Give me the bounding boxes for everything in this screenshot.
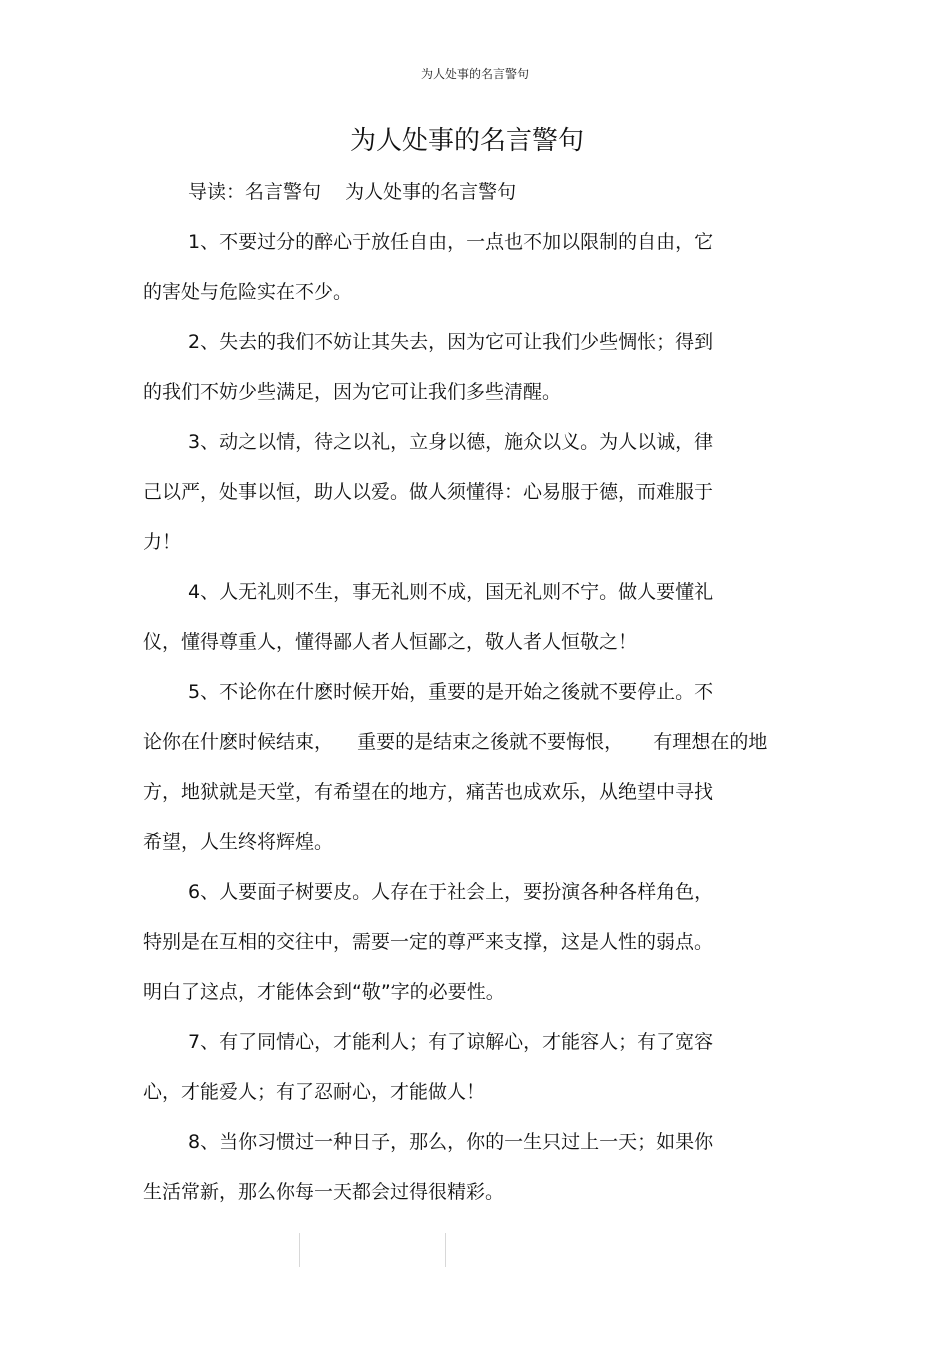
text-line: 希望，人生终将辉煌。 bbox=[143, 831, 334, 853]
text-line: 8、当你习惯过一种日子，那么，你的一生只过上一天；如果你 bbox=[188, 1131, 714, 1153]
text-line: 论你在什麽时候结束， 重要的是结束之後就不要悔恨， 有理想在的地 bbox=[143, 731, 768, 753]
text-line: 的我们不妨少些满足，因为它可让我们多些清醒。 bbox=[143, 381, 562, 403]
text-line: 生活常新，那么你每一天都会过得很精彩。 bbox=[143, 1181, 505, 1203]
text-line: 的害处与危险实在不少。 bbox=[143, 281, 353, 303]
text-line: 3、动之以情，待之以礼，立身以德，施众以义。为人以诚，律 bbox=[188, 431, 714, 453]
text-line: 4、人无礼则不生，事无礼则不成，国无礼则不宁。做人要懂礼 bbox=[188, 581, 714, 603]
text-line: 方，地狱就是天堂，有希望在的地方，痛苦也成欢乐，从绝望中寻找 bbox=[143, 781, 714, 803]
text-line: 仪，懂得尊重人，懂得鄙人者人恒鄙之，敬人者人恒敬之！ bbox=[143, 631, 638, 653]
text-line: 心，才能爱人；有了忍耐心，才能做人！ bbox=[143, 1081, 486, 1103]
text-line: 明白了这点，才能体会到“敬”字的必要性。 bbox=[143, 981, 505, 1003]
text-line: 7、有了同情心，才能利人；有了谅解心，才能容人；有了宽容 bbox=[188, 1031, 714, 1053]
text-line: 特别是在互相的交往中，需要一定的尊严来支撑，这是人性的弱点。 bbox=[143, 931, 714, 953]
text-line: 6、人要面子树要皮。人存在于社会上，要扮演各种各样角色， bbox=[188, 881, 714, 903]
footer-divider-right bbox=[445, 1233, 446, 1267]
text-line: 2、失去的我们不妨让其失去，因为它可让我们少些惆怅；得到 bbox=[188, 331, 714, 353]
intro-line: 导读：名言警句 为人处事的名言警句 bbox=[188, 181, 517, 203]
text-line: 1、不要过分的醉心于放任自由，一点也不加以限制的自由，它 bbox=[188, 231, 714, 253]
text-line: 5、不论你在什麽时候开始，重要的是开始之後就不要停止。不 bbox=[188, 681, 714, 703]
running-header: 为人处事的名言警句 bbox=[420, 67, 529, 81]
text-line: 己以严，处事以恒，助人以爱。做人须懂得：心易服于德，而难服于 bbox=[143, 481, 714, 503]
document-title: 为人处事的名言警句 bbox=[349, 126, 584, 156]
footer-divider-left bbox=[299, 1233, 300, 1267]
body-text bbox=[143, 226, 803, 1226]
text-line: 力！ bbox=[143, 531, 182, 553]
